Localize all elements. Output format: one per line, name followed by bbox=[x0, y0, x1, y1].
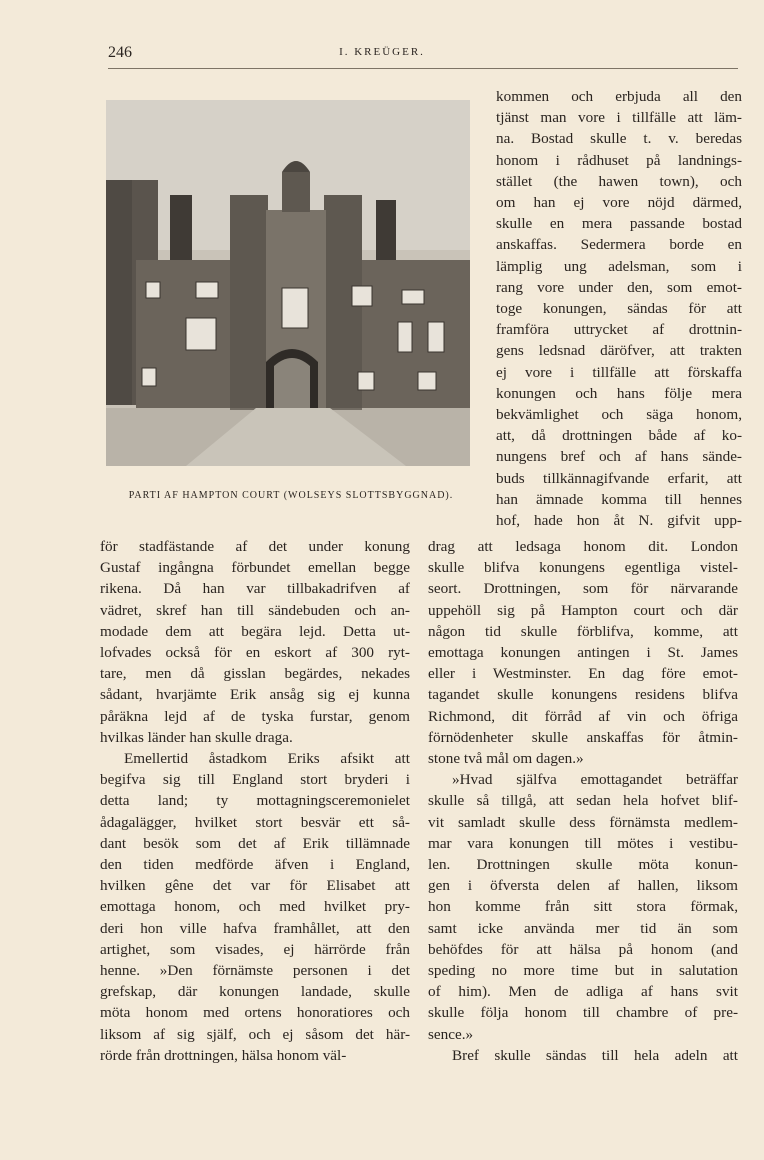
text-line: framföra uttrycket af drottnin- bbox=[496, 321, 742, 339]
text-line: modade dem att begära lejd. Detta ut- bbox=[100, 622, 410, 640]
text-line: of him). Men de adliga af hans svit bbox=[428, 983, 738, 1001]
text-line: skulle så tillgå, att sedan hela hofvet blif- bbox=[428, 792, 738, 810]
figure-caption: PARTI AF HAMPTON COURT (WOLSEYS SLOTTSBYGGNAD). bbox=[128, 490, 454, 501]
text-line: anskaffas. Sedermera borde en bbox=[496, 236, 742, 254]
text-line: emottaga honom, och med hvilket pry- bbox=[100, 898, 410, 916]
text-line: kommen och erbjuda all den bbox=[496, 88, 742, 105]
text-line: gen i öfversta delen af hallen, liksom bbox=[428, 877, 738, 895]
text-line: rikena. Då han var tillbakadrifven af bbox=[100, 580, 410, 598]
text-line: ådagalägger, hvilket stort besvär ett så- bbox=[100, 813, 410, 831]
text-line: uppehöll sig på Hampton court och där bbox=[428, 601, 738, 619]
text-line: seort. Drottningen, som för närvarande bbox=[428, 580, 738, 598]
text-line: Emellertid åstadkom Eriks afsikt att bbox=[124, 750, 410, 768]
text-line: detta land; ty mottagningsceremonielet bbox=[100, 792, 410, 810]
text-line: speding no more time but in salutation bbox=[428, 962, 738, 980]
text-line: för stadfästande af det under konung bbox=[100, 538, 410, 555]
figure-hampton-court bbox=[106, 100, 470, 466]
text-line: lämplig ung adelsman, som i bbox=[496, 257, 742, 275]
running-head: I. KREÜGER. bbox=[339, 46, 425, 58]
text-line: konungen och hans följe mera bbox=[496, 384, 742, 402]
text-line: tagandet skulle konungens residens blifva bbox=[428, 686, 738, 704]
text-line: tare, men då gisslan begärdes, nekades bbox=[100, 665, 410, 683]
page-number: 246 bbox=[108, 44, 132, 61]
column-right-bottom bbox=[428, 536, 738, 1066]
text-line: skulle en mera passande bostad bbox=[496, 215, 742, 233]
column-left bbox=[100, 536, 410, 1066]
text-line: sådant, hvarjämte Erik ansåg sig ej kunna bbox=[100, 686, 410, 704]
text-line: gens ledsnad däröfver, att trakten bbox=[496, 342, 742, 360]
text-line: buds tillkännagifvande erfarit, att bbox=[496, 469, 742, 487]
text-line: toge konungen, sändas för att bbox=[496, 300, 742, 318]
text-line: na. Bostad skulle t. v. beredas bbox=[496, 130, 742, 148]
text-line: begifva sig till England stort bryderi i bbox=[100, 771, 410, 789]
text-line: lofvades också för en eskort af 300 ryt- bbox=[100, 644, 410, 662]
text-line: vädret, skref han till sändebuden och an- bbox=[100, 601, 410, 619]
hampton-court-illustration bbox=[106, 100, 470, 466]
text-line: grefskap, där konungen landade, skulle bbox=[100, 983, 410, 1001]
text-line: stället (the hawen town), och bbox=[496, 172, 742, 190]
text-line: att, då drottningen både af ko- bbox=[496, 427, 742, 445]
text-line: honom i rådhuset på landnings- bbox=[496, 151, 742, 169]
column-right-top bbox=[496, 86, 742, 531]
text-line: hvilkas länder han skulle draga. bbox=[100, 728, 293, 746]
text-line: Richmond, dit förråd af vin och öfriga bbox=[428, 707, 738, 725]
text-line: sence.» bbox=[428, 1025, 474, 1043]
text-line: »Hvad själfva emottagandet beträffar bbox=[452, 771, 738, 789]
text-line: skulle följa honom till chambre of pre- bbox=[428, 1004, 738, 1022]
text-line: bekvämlighet och säga honom, bbox=[496, 406, 742, 424]
text-line: hvilken gêne det var för Elisabet att bbox=[100, 877, 410, 895]
text-line: hon komme från sitt stora förmak, bbox=[428, 898, 738, 916]
text-line: nungens bref och af hans sände- bbox=[496, 448, 742, 466]
text-line: Bref skulle sändas till hela adeln att bbox=[452, 1046, 738, 1064]
text-line: stone två mål om dagen.» bbox=[428, 750, 584, 768]
text-line: ej vore i tillfälle att förskaffa bbox=[496, 363, 742, 381]
text-line: hof, hade hon åt N. gifvit upp- bbox=[496, 512, 742, 530]
text-line: den tiden medförde äfven i England, bbox=[100, 856, 410, 874]
text-line: mar vara konungen till mötes i vestibu- bbox=[428, 834, 738, 852]
text-line: dant besök som det af Erik tillämnade bbox=[100, 834, 410, 852]
text-line: liksom af sig själf, och ej såsom det här- bbox=[100, 1025, 410, 1043]
text-line: möta honom med ortens honoratiores och bbox=[100, 1004, 410, 1022]
text-line: någon tid skulle förblifva, komme, att bbox=[428, 622, 738, 640]
text-line: artighet, som visades, ej härrörde från bbox=[100, 940, 410, 958]
text-line: tjänst man vore i tillfälle att läm- bbox=[496, 109, 742, 127]
text-line: rörde från drottningen, hälsa honom väl- bbox=[100, 1046, 347, 1064]
text-line: drag att ledsaga honom dit. London bbox=[428, 538, 738, 555]
text-line: skulle blifva konungens egentliga vistel- bbox=[428, 559, 738, 577]
text-line: om han ej vore nöjd därmed, bbox=[496, 194, 742, 212]
text-line: han ämnade komma till hennes bbox=[496, 490, 742, 508]
text-line: påräkna lejd af de tyska furstar, genom bbox=[100, 707, 410, 725]
text-line: behöfdes för att hälsa på honom (and bbox=[428, 940, 738, 958]
text-line: förnödenheter skulle anskaffas för åtmin- bbox=[428, 728, 738, 746]
text-line: samt icke använda mer tid än som bbox=[428, 919, 738, 937]
text-line: len. Drottningen skulle möta konun- bbox=[428, 856, 738, 874]
text-line: Gustaf ingångna förbundet emellan begge bbox=[100, 559, 410, 577]
text-line: rang vore under den, som emot- bbox=[496, 278, 742, 296]
header-rule bbox=[108, 68, 738, 69]
text-line: deri hon ville hafva framhållet, att den bbox=[100, 919, 410, 937]
text-line: emottaga konungen antingen i St. James bbox=[428, 644, 738, 662]
text-line: henne. »Den förnämste personen i det bbox=[100, 962, 410, 980]
text-line: eller i Westminster. En dag före emot- bbox=[428, 665, 738, 683]
text-line: vit samladt skulle dess förnämsta medlem- bbox=[428, 813, 738, 831]
